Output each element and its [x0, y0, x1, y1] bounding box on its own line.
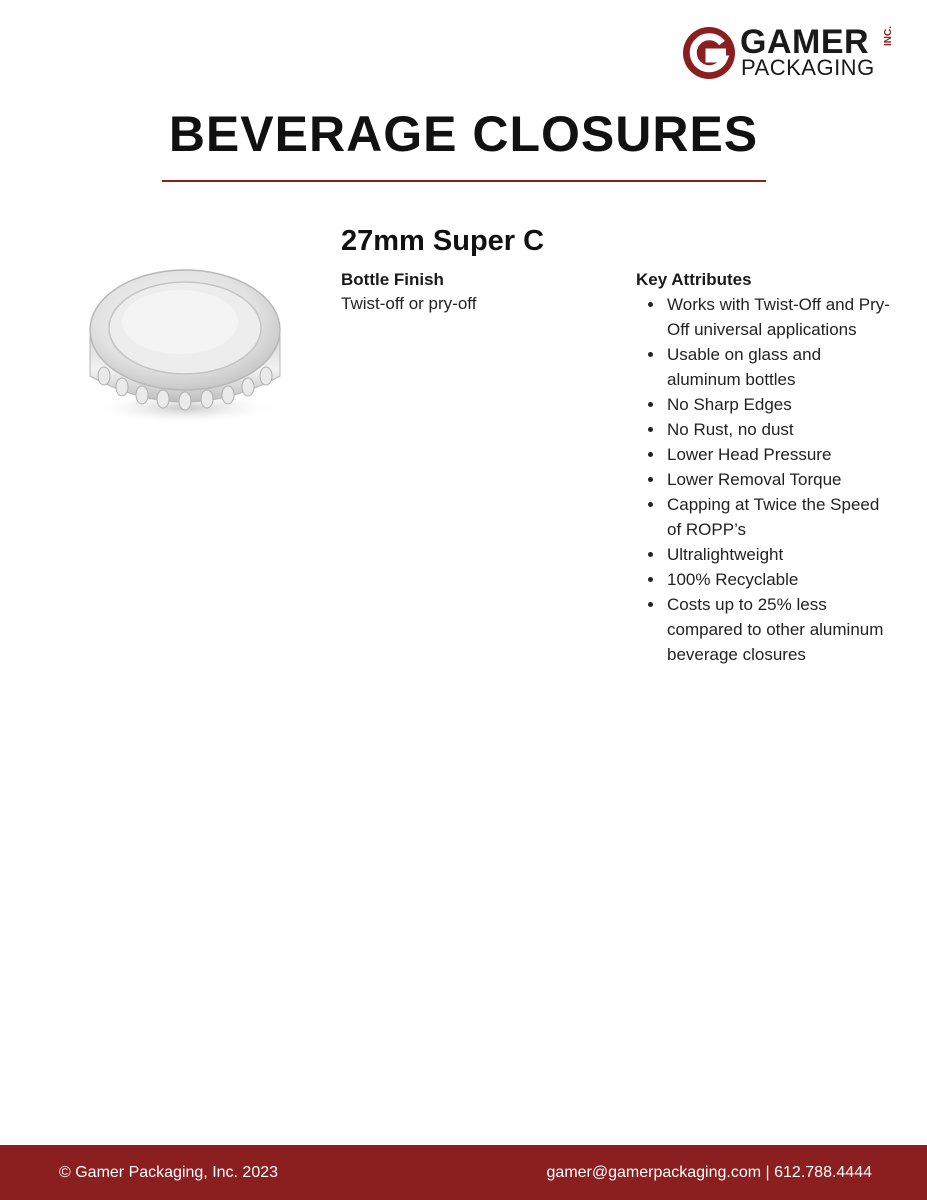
attribute-text: Ultralightweight — [667, 545, 784, 564]
logo-wordmark: GAMER — [740, 23, 870, 61]
list-item — [636, 567, 896, 592]
list-item — [636, 492, 896, 542]
key-attributes-list — [636, 292, 896, 667]
bottle-cap-image — [82, 258, 288, 428]
attribute-text: 100% Recyclable — [667, 570, 799, 589]
bullet-icon — [648, 552, 653, 557]
list-item — [636, 342, 896, 392]
logo-g-mark-icon — [682, 26, 736, 80]
bottle-finish-value: Twist-off or pry-off — [341, 294, 477, 313]
bullet-icon — [648, 352, 653, 357]
bullet-icon — [648, 452, 653, 457]
attribute-text: No Sharp Edges — [667, 395, 792, 414]
bullet-icon — [648, 577, 653, 582]
bullet-icon — [648, 502, 653, 507]
list-item — [636, 467, 896, 492]
title-divider — [162, 180, 766, 182]
bullet-icon — [648, 427, 653, 432]
attribute-text: Lower Removal Torque — [667, 470, 842, 489]
footer-copyright: © Gamer Packaging, Inc. 2023 — [59, 1164, 279, 1181]
bullet-icon — [648, 477, 653, 482]
attribute-text: Capping at Twice the Speed of ROPP’s — [667, 495, 880, 539]
attribute-text: Lower Head Pressure — [667, 445, 832, 464]
page-footer — [0, 1145, 927, 1200]
list-item — [636, 417, 896, 442]
bottle-finish-heading: Bottle Finish — [341, 270, 444, 289]
attribute-text: Works with Twist-Off and Pry-Off universal applications — [667, 295, 890, 339]
bullet-icon — [648, 402, 653, 407]
page-title: BEVERAGE CLOSURES — [168, 106, 759, 162]
list-item — [636, 442, 896, 467]
company-logo — [682, 22, 902, 84]
logo-inc-suffix: INC. — [883, 26, 894, 46]
bullet-icon — [648, 302, 653, 307]
footer-contact: gamer@gamerpackaging.com | 612.788.4444 — [546, 1164, 872, 1181]
list-item — [636, 542, 896, 567]
attribute-text: Usable on glass and aluminum bottles — [667, 345, 822, 389]
logo-subtitle: PACKAGING — [741, 55, 875, 80]
attribute-text: Costs up to 25% less compared to other aluminum beverage closures — [667, 595, 884, 664]
list-item — [636, 392, 896, 417]
product-name: 27mm Super C — [341, 225, 545, 257]
attribute-text: No Rust, no dust — [667, 420, 794, 439]
list-item — [636, 592, 896, 667]
list-item — [636, 292, 896, 342]
bullet-icon — [648, 602, 653, 607]
key-attributes-heading: Key Attributes — [636, 270, 752, 289]
